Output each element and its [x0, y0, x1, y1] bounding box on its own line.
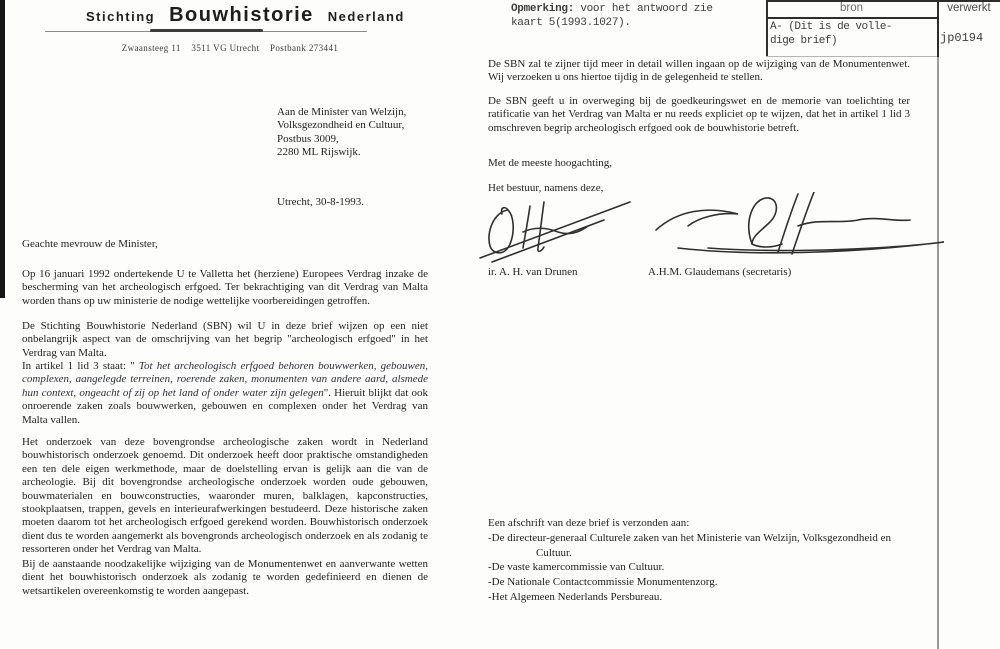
recipient-line: Postbus 3009, — [277, 132, 339, 145]
archive-remark-line1 — [511, 2, 713, 16]
dateline: Utrecht, 30-8-1993. — [277, 196, 365, 208]
recipient-line: 2280 ML Rijswijk. — [277, 146, 361, 159]
signer-name-2: A.H.M. Glaudemans (secretaris) — [648, 266, 792, 278]
archive-table-bottom-rule — [766, 56, 938, 57]
cc-item: -De directeur-generaal Culturele zaken van het Ministerie van Welzijn, Volksgezondheid en Cultuur. — [488, 531, 891, 559]
quote-prefix: In artikel 1 lid 3 staat: " — [22, 360, 139, 372]
letterhead — [86, 4, 405, 27]
letterhead-word-bouwhistorie: Bouwhistorie — [169, 4, 314, 26]
archive-remark — [511, 2, 713, 30]
body-paragraph-2a: De Stichting Bouwhistorie Nederland (SBN) wil U in deze brief wijzen op een niet onbelangrijk aspect van de omschrijving van het begrip "archeologisch erfgoed" in het Verdrag van Malta. — [22, 320, 428, 359]
archive-table-cell-bron — [770, 20, 938, 48]
quote-suffix: ". Hieruit blijkt dat ook onroerende zaken zoals bouwwerken, gebouwen en complexen onder het Verdrag van Malta vallen. — [22, 386, 428, 426]
cc-item: -De vaste kamercommissie van Cultuur. — [488, 561, 665, 574]
recipient-line: Volksgezondheid en Cultuur, — [277, 119, 405, 132]
letterhead-word-stichting: Stichting — [86, 9, 156, 24]
signed-by-line: Het bestuur, namens deze, — [488, 182, 604, 194]
archive-table-header-rule — [766, 17, 938, 19]
archive-table-cell-verwerkt: jp0194 — [940, 31, 984, 45]
treaty-quote: Tot het archeologisch erfgoed behoren bouwwerken, gebouwen, complexen, aangelegde terreinen, roerende zaken, monumenten van andere aard, alsmede hun context, ongeacht of zij op het land of onder water zijn gelegen — [22, 360, 428, 399]
archive-table-header-verwerkt: verwerkt — [947, 2, 991, 14]
archive-remark-line2: kaart 5(1993.1027). — [511, 17, 631, 29]
recipient-line: Aan de Minister van Welzijn, — [277, 106, 407, 118]
cc-list — [488, 516, 910, 605]
signature-glaudemans-drawing — [648, 192, 978, 260]
body-paragraph-3: Het onderzoek van deze bovengrondse archeologische zaken wordt in Nederland bouwhistorisch onderzoek genoemd. Dit onderzoek heeft door praktische omstandigheden een ten dele eigen werkmethode, maar de doelstelling ervan is gelijk aan die van de archeologie. Bij dit bovengrondse archeologische onderzoek worden oude gebouwen, bouwmaterialen en bouwconstructies, waaronder muren, balklagen, kapconstructies, stookplaatsen, trappen, gevels en interieurafwerkingen bestudeerd. Deze historische zaken moeten daarom tot het archeologisch erfgoed gerekend worden. Bouwhistorisch onderzoek dient dus te worden aangemerkt als bovengronds archeologisch onderzoek en als zodanig te ressorteren onder het Verdrag van Malta. — [22, 436, 428, 556]
signer-name-1: ir. A. H. van Drunen — [488, 266, 578, 278]
archive-table-header-bron: bron — [839, 2, 864, 14]
recipient-address — [277, 106, 406, 160]
signature-van-drunen-drawing — [478, 192, 638, 264]
body-paragraph-2b — [22, 360, 428, 427]
cc-item: -De Nationale Contactcommissie Monumentenzorg. — [488, 576, 718, 589]
letterhead-address: Zwaansteeg 11 3511 VG Utrecht Postbank 273441 — [121, 43, 339, 53]
cc-intro: Een afschrift van deze brief is verzonden aan: — [488, 517, 690, 529]
cc-item: -Het Algemeen Nederlands Persbureau. — [488, 590, 663, 603]
letterhead-rule-accent — [150, 29, 263, 32]
archive-remark-text: voor het antwoord zie — [574, 3, 713, 15]
archive-remark-label: Opmerking: — [511, 3, 575, 15]
salutation: Geachte mevrouw de Minister, — [22, 238, 158, 250]
scan-edge-artifact — [0, 0, 5, 298]
signature-van-drunen — [478, 192, 638, 264]
page-margin-rule — [937, 57, 939, 649]
body-paragraph-1: Op 16 januari 1992 ondertekende U te Valletta het (herziene) Europees Verdrag inzake de bescherming van het archeologisch erfgoed. Ter bekrachtiging van dit Verdrag van Malta worden thans op uw ministerie de nodige wettelijke voorbereidingen getroffen. — [22, 268, 428, 307]
signature-glaudemans — [648, 192, 978, 260]
body-paragraph-4: Bij de aanstaande noodzakelijke wijziging van de Monumentenwet en aanverwante wetten dient het bouwhistorisch onderzoek als zodanig te worden gedefinieerd en dienen de wetsartikelen overeenkomstig te worden aangepast. — [22, 558, 428, 597]
closing-line: Met de meeste hoogachting, — [488, 157, 613, 169]
page2-paragraph-2: De SBN geeft u in overweging bij de goedkeuringswet en de memorie van toelichting ter ratificatie van het Verdrag van Malta er nu reeds expliciet op te wijzen, dat het in artikel 1 lid 3 omschreven begrip archeologisch erfgoed ook de bouwhistorie betreft. — [488, 95, 910, 134]
archive-bron-value-line1: A- (Dit is de volle- — [770, 21, 893, 33]
letterhead-word-nederland: Nederland — [327, 9, 405, 24]
archive-bron-value-line2: dige brief) — [770, 35, 838, 47]
page2-paragraph-1: De SBN zal te zijner tijd meer in detail willen ingaan op de wijziging van de Monumentenwet. Wij verzoeken u ons hiertoe tijdig in de gelegenheid te stellen. — [488, 58, 910, 84]
